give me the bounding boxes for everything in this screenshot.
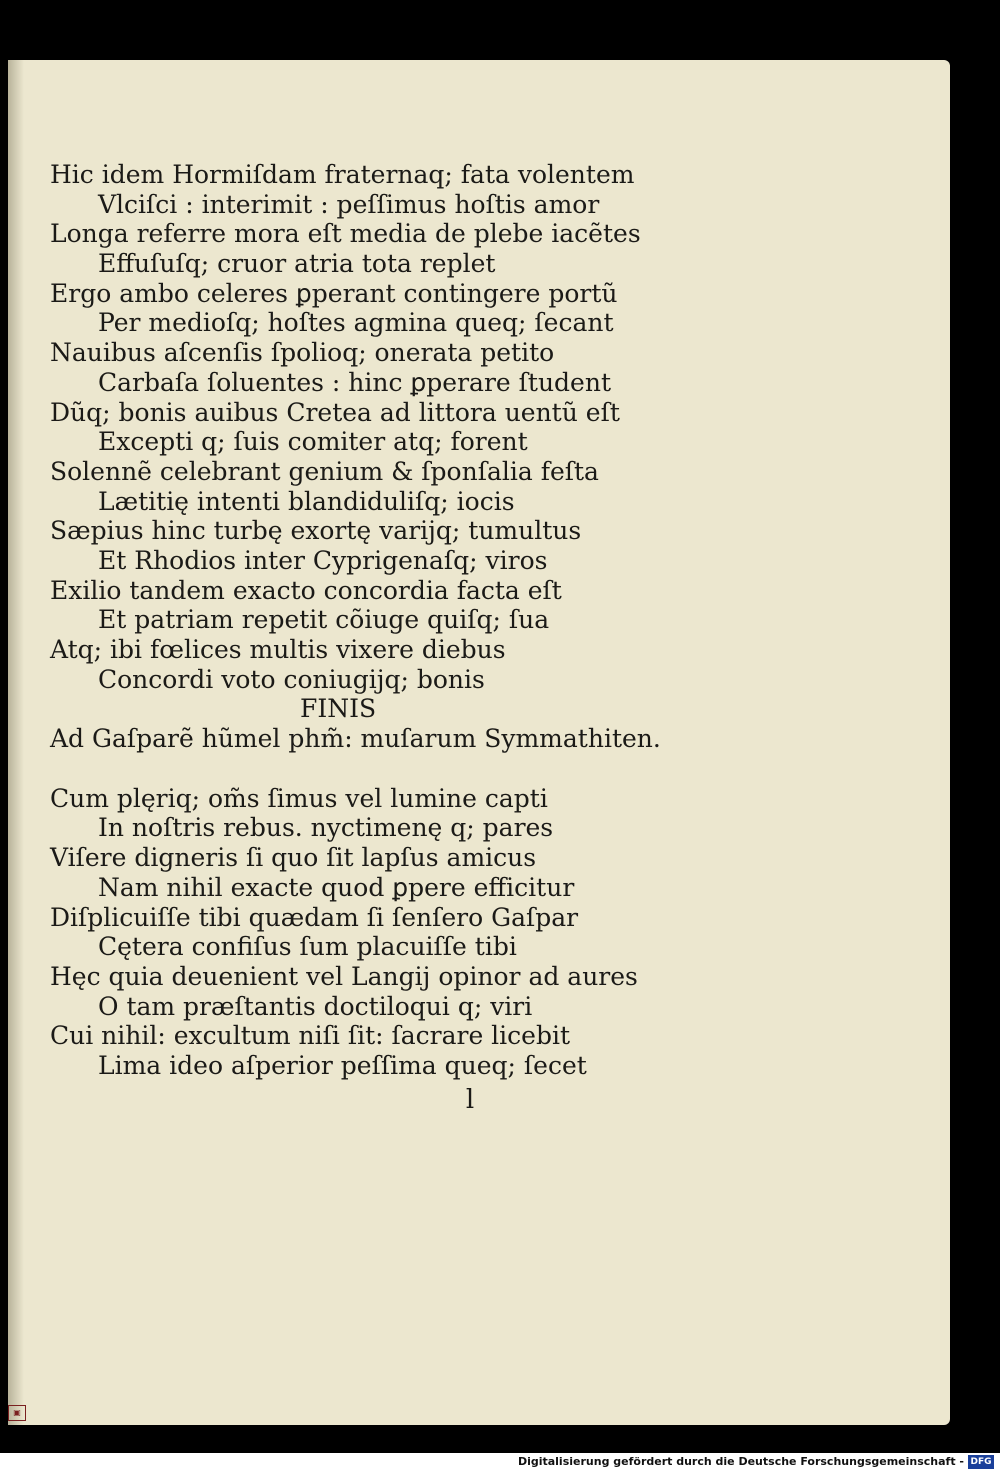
verse-line: Effuſuſq; cruor atria tota replet	[98, 249, 496, 279]
dedication-heading: Ad Gaſparẽ hũmel phm̃: muſarum Symmathiten.	[50, 724, 661, 754]
verse-line: Lætitię intenti blandiduliſq; iocis	[98, 486, 515, 516]
verse-line: Ergo ambo celeres ꝑperant contingere portũ	[50, 278, 618, 308]
verse-line: Longa referre mora eſt media de plebe iacẽtes	[50, 219, 641, 249]
verse-line: Carbaſa ſoluentes : hinc ꝑperare ſtudent	[98, 367, 611, 397]
verse-line: Hęc quia deuenient vel Langij opinor ad aures	[50, 961, 638, 991]
page-gutter	[8, 60, 24, 1425]
verse-line: Diſplicuiſſe tibi quædam ſi ſenſero Gaſpar	[50, 902, 579, 932]
verse-line: Dũq; bonis auibus Cretea ad littora uentũ eſt	[50, 397, 620, 427]
dfg-logo-icon[interactable]: DFG	[968, 1455, 994, 1469]
verse-line: Concordi voto coniugijq; bonis	[98, 664, 485, 694]
footer-bar	[0, 1453, 1000, 1473]
verse-line: Excepti q; ſuis comiter atq; forent	[98, 427, 528, 457]
verse-line: Cui nihil: excultum niſi ſit: ſacrare licebit	[50, 1021, 571, 1051]
verse-line: Sæpius hinc turbę exortę varijq; tumultus	[50, 516, 582, 546]
finis-label: FINIS	[300, 694, 377, 724]
library-stamp-icon: ▣	[8, 1405, 26, 1421]
verse-line: Per medioſq; hoſtes agmina queq; ſecant	[98, 308, 614, 338]
footer-credit: Digitalisierung gefördert durch die Deutsche Forschungsgemeinschaft -	[517, 1455, 964, 1468]
verse-line: In noſtris rebus. nyctimenę q; pares	[98, 813, 554, 843]
verse-line: O tam præſtantis doctiloqui q; viri	[98, 991, 533, 1021]
verse-line: Viſere digneris ſi quo ſit lapſus amicus	[50, 843, 537, 873]
verse-line: Atq; ibi fœlices multis vixere diebus	[50, 635, 506, 664]
verse-line: Hic idem Hormiſdam fraternaq; fata volentem	[50, 160, 635, 189]
signature-mark: l	[465, 1085, 475, 1115]
verse-line: Nauibus aſcenſis ſpolioq; onerata petito	[50, 338, 555, 368]
spacer	[50, 754, 680, 784]
verse-line: Cum plęriq; om̃s ſimus vel lumine capti	[50, 783, 548, 813]
verse-line: Nam nihil exacte quod ꝑpere efficitur	[98, 872, 575, 902]
verse-line: Cętera confiſus ſum placuiſſe tibi	[98, 932, 517, 962]
verse-line: Solennẽ celebrant genium & ſponſalia feſta	[50, 456, 599, 486]
poem-text	[50, 160, 680, 1081]
verse-line: Lima ideo aſperior peſſima queq; ſecet	[98, 1050, 587, 1080]
verse-line: Et Rhodios inter Cyprigenaſq; viros	[98, 545, 548, 575]
verse-line: Et patriam repetit cõiuge quiſq; ſua	[98, 605, 550, 635]
verse-line: Vlciſci : interimit : peſſimus hoſtis amor	[98, 189, 600, 219]
verse-line: Exilio tandem exacto concordia facta eſt	[50, 575, 562, 605]
